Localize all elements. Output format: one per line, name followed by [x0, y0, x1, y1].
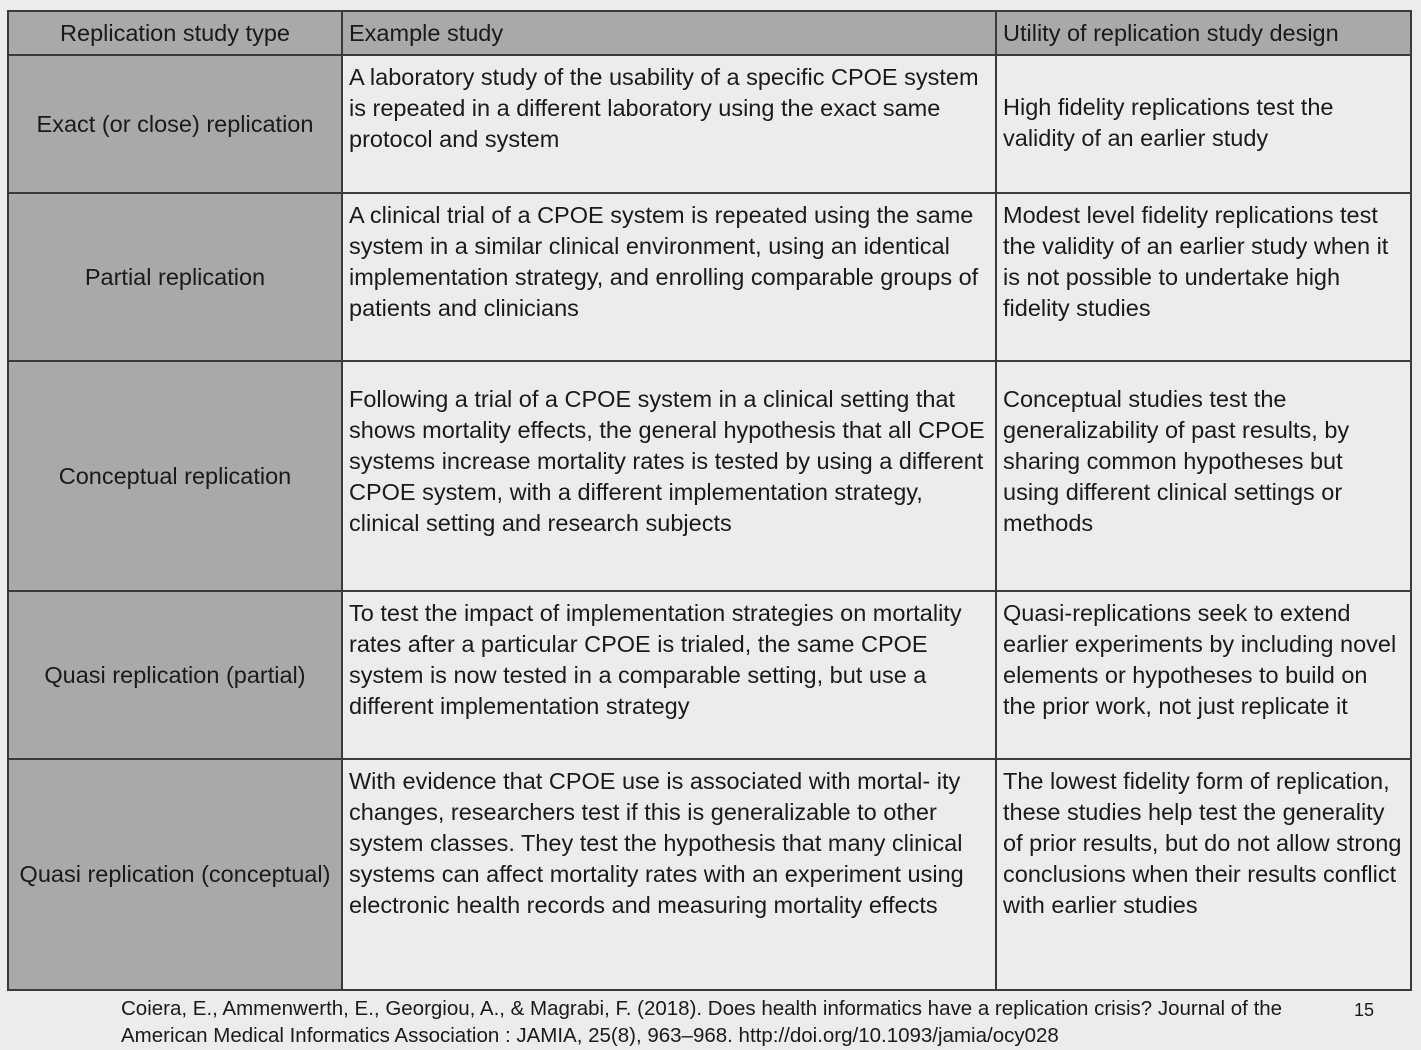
row-example-cell: A laboratory study of the usability of a specific CPOE system is repeated in a different laboratory using the exact same protocol and system [342, 55, 996, 193]
row-utility-cell: The lowest fidelity form of replication, these studies help test the generality of prior results, but do not allow strong conclusions when their results conflict with earlier studies [996, 759, 1411, 990]
row-type-cell: Partial replication [8, 193, 342, 361]
citation: Coiera, E., Ammenwerth, E., Georgiou, A., & Magrabi, F. (2018). Does health informatics have a replication crisis? Journal of the American Medical Informatics Association : JAMIA, 25(8), 963–968. http://doi.org/10.1093/jamia/ocy028 [121, 997, 1283, 1047]
row-utility-cell: Conceptual studies test the generalizability of past results, by sharing common hypotheses but using different clinical settings or methods [996, 361, 1411, 591]
row-example-cell: With evidence that CPOE use is associated with mortal- ity changes, researchers test if this is generalizable to other system classes. They test the hypothesis that many clinical systems can affect mortality rates with an experiment using electronic health records and measuring mortality effects [342, 759, 996, 990]
row-example-cell: Following a trial of a CPOE system in a clinical setting that shows mortality effects, the general hypothesis that all CPOE systems increase mortality rates is tested by using a different CPOE system, with a different implementation strategy, clinical setting and research subjects [342, 361, 996, 591]
row-example-cell: To test the impact of implementation strategies on mortality rates after a particular CPOE is trialed, the same CPOE system is now tested in a comparable setting, but use a different implementation strategy [342, 591, 996, 759]
table-row [8, 591, 1411, 759]
row-utility-cell: Modest level fidelity replications test the validity of an earlier study when it is not possible to undertake high fidelity studies [996, 193, 1411, 361]
table-row [8, 759, 1411, 990]
page-number: 15 [1354, 1000, 1375, 1020]
row-utility-cell: High fidelity replications test the validity of an earlier study [996, 55, 1411, 193]
row-type-cell: Quasi replication (partial) [8, 591, 342, 759]
row-type-cell: Conceptual replication [8, 361, 342, 591]
row-example-cell: A clinical trial of a CPOE system is repeated using the same system in a similar clinical environment, using an identical implementation strategy, and enrolling comparable groups of patients and clinicians [342, 193, 996, 361]
row-utility-cell: Quasi-replications seek to extend earlier experiments by including novel elements or hypotheses to build on the prior work, not just replicate it [996, 591, 1411, 759]
table-row [8, 193, 1411, 361]
table-header-row [8, 11, 1411, 55]
header-replication-study-type: Replication study type [8, 11, 342, 55]
table-row [8, 55, 1411, 193]
header-utility: Utility of replication study design [996, 11, 1411, 55]
row-type-cell: Quasi replication (conceptual) [8, 759, 342, 990]
row-type-cell: Exact (or close) replication [8, 55, 342, 193]
table-row [8, 361, 1411, 591]
replication-study-table [7, 10, 1412, 991]
header-example-study: Example study [342, 11, 996, 55]
